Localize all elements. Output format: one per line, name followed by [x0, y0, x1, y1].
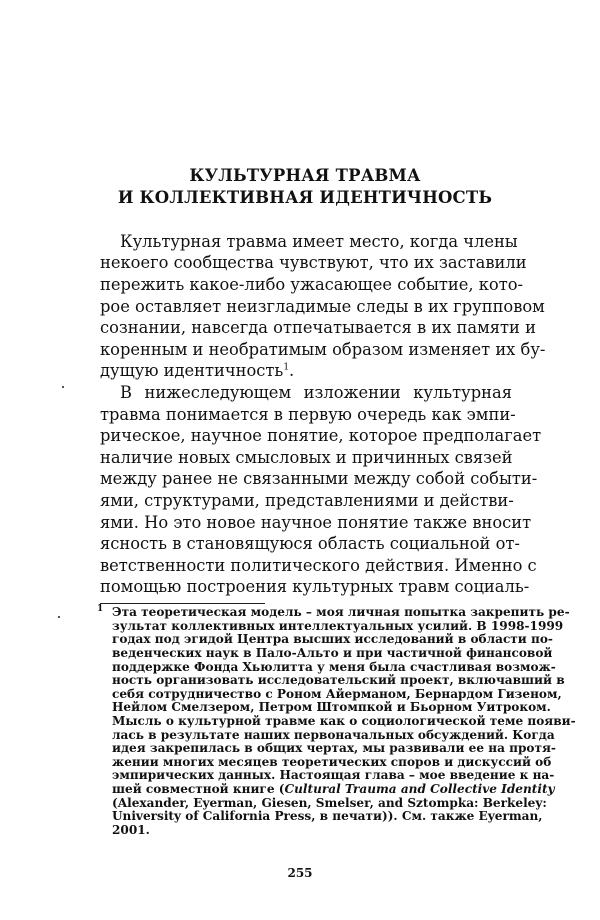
paragraph-2-line: наличие новых смысловых и причинных связей: [100, 448, 513, 467]
footnote-line: University of California Press, в печати)). См. также Eyerman,: [112, 809, 543, 823]
footnote-line: Нейлом Смелзером, Петром Штомпкой и Бьорном Уитроком.: [112, 700, 551, 714]
paragraph-1-line: пережить какое-либо ужасающее событие, кото-: [100, 275, 524, 294]
paragraph-1-line: коренным и необратимым образом изменяет их бу-: [100, 340, 546, 359]
footnote-line: идея закрепилась в общих чертах, мы развивали ее на протя-: [112, 741, 556, 755]
paragraph-1-line: Культурная травма имеет место, когда члены: [120, 232, 518, 251]
footnote-line: годах под эгидой Центра высших исследований в области по-: [112, 632, 553, 646]
footnote-line: веденческих наук в Пало-Альто и при частичной финансовой: [112, 646, 553, 660]
footnote-line: зультат коллективных интеллектуальных усилий. В 1998-1999: [112, 619, 564, 633]
footnote-line: Мысль о культурной травме как о социологической теме появи-: [112, 714, 576, 728]
paragraph-2-line: рическое, научное понятие, которое предполагает: [100, 426, 542, 445]
sentence-period: .: [289, 361, 295, 380]
paragraph-1-line-text: дущую идентичность: [100, 361, 284, 380]
footnote-mark: 1: [97, 604, 104, 614]
footnote-line: себя сотрудничество с Роном Айерманом, Бернардом Гизеном,: [112, 687, 562, 701]
chapter-title-line-1: КУЛЬТУРНАЯ ТРАВМА: [189, 166, 421, 185]
paragraph-2-line: ями, структурами, представлениями и действи-: [100, 491, 514, 510]
paragraph-1-line: рое оставляет неизгладимые следы в их групповом: [100, 297, 545, 316]
footnote-line: 2001.: [112, 823, 150, 837]
footnote-line: лась в результате наших первоначальных обсуждений. Когда: [112, 728, 555, 742]
paragraph-1-line: некоего сообщества чувствуют, что их заставили: [100, 253, 527, 272]
paragraph-2-line: ветственности политического действия. Именно с: [100, 556, 537, 575]
paragraph-2-line: ями. Но это новое научное понятие также вносит: [100, 513, 532, 532]
footnote-line: [112, 782, 555, 797]
paragraph-1-line: сознании, навсегда отпечатывается в их памяти и: [100, 318, 536, 337]
paragraph-2-line: помощью построения культурных травм социаль-: [100, 577, 530, 596]
paragraph-2-line: между ранее не связанными между собой событи-: [100, 469, 538, 488]
footnote-line: поддержке Фонда Хьюлитта у меня была счастливая возмож-: [112, 660, 556, 674]
scan-speck: [58, 616, 60, 618]
book-title: Cultural Trauma and Collective Identity: [284, 782, 555, 796]
paragraph-2-line: В нижеследующем изложении культурная: [120, 383, 512, 402]
footnote-text: шей совместной книге (: [112, 782, 285, 796]
footnote-line: ность организовать исследовательский проект, включавший в: [112, 673, 565, 687]
paragraph-2-line: ясность в становящуюся область социальной от-: [100, 534, 520, 553]
scan-speck: [62, 386, 64, 388]
paragraph-2-line: травма понимается в первую очередь как эмпи-: [100, 405, 516, 424]
footnote-line: (Alexander, Eyerman, Giesen, Smelser, and Sztompka: Berkeley:: [112, 796, 547, 810]
page-number: 255: [287, 866, 313, 880]
footnote-reference[interactable]: 1: [283, 362, 290, 373]
footnote-separator: [100, 603, 265, 604]
chapter-title-line-2: И КОЛЛЕКТИВНАЯ ИДЕНТИЧНОСТЬ: [117, 188, 493, 207]
footnote-line: жении многих месяцев теоретических споров и дискуссий об: [112, 755, 552, 769]
footnote-line: эмпирических данных. Настоящая глава – мое введение к на-: [112, 768, 555, 782]
footnote-line: Эта теоретическая модель – моя личная попытка закрепить ре-: [112, 605, 570, 619]
paragraph-1-last-line: [100, 361, 512, 381]
